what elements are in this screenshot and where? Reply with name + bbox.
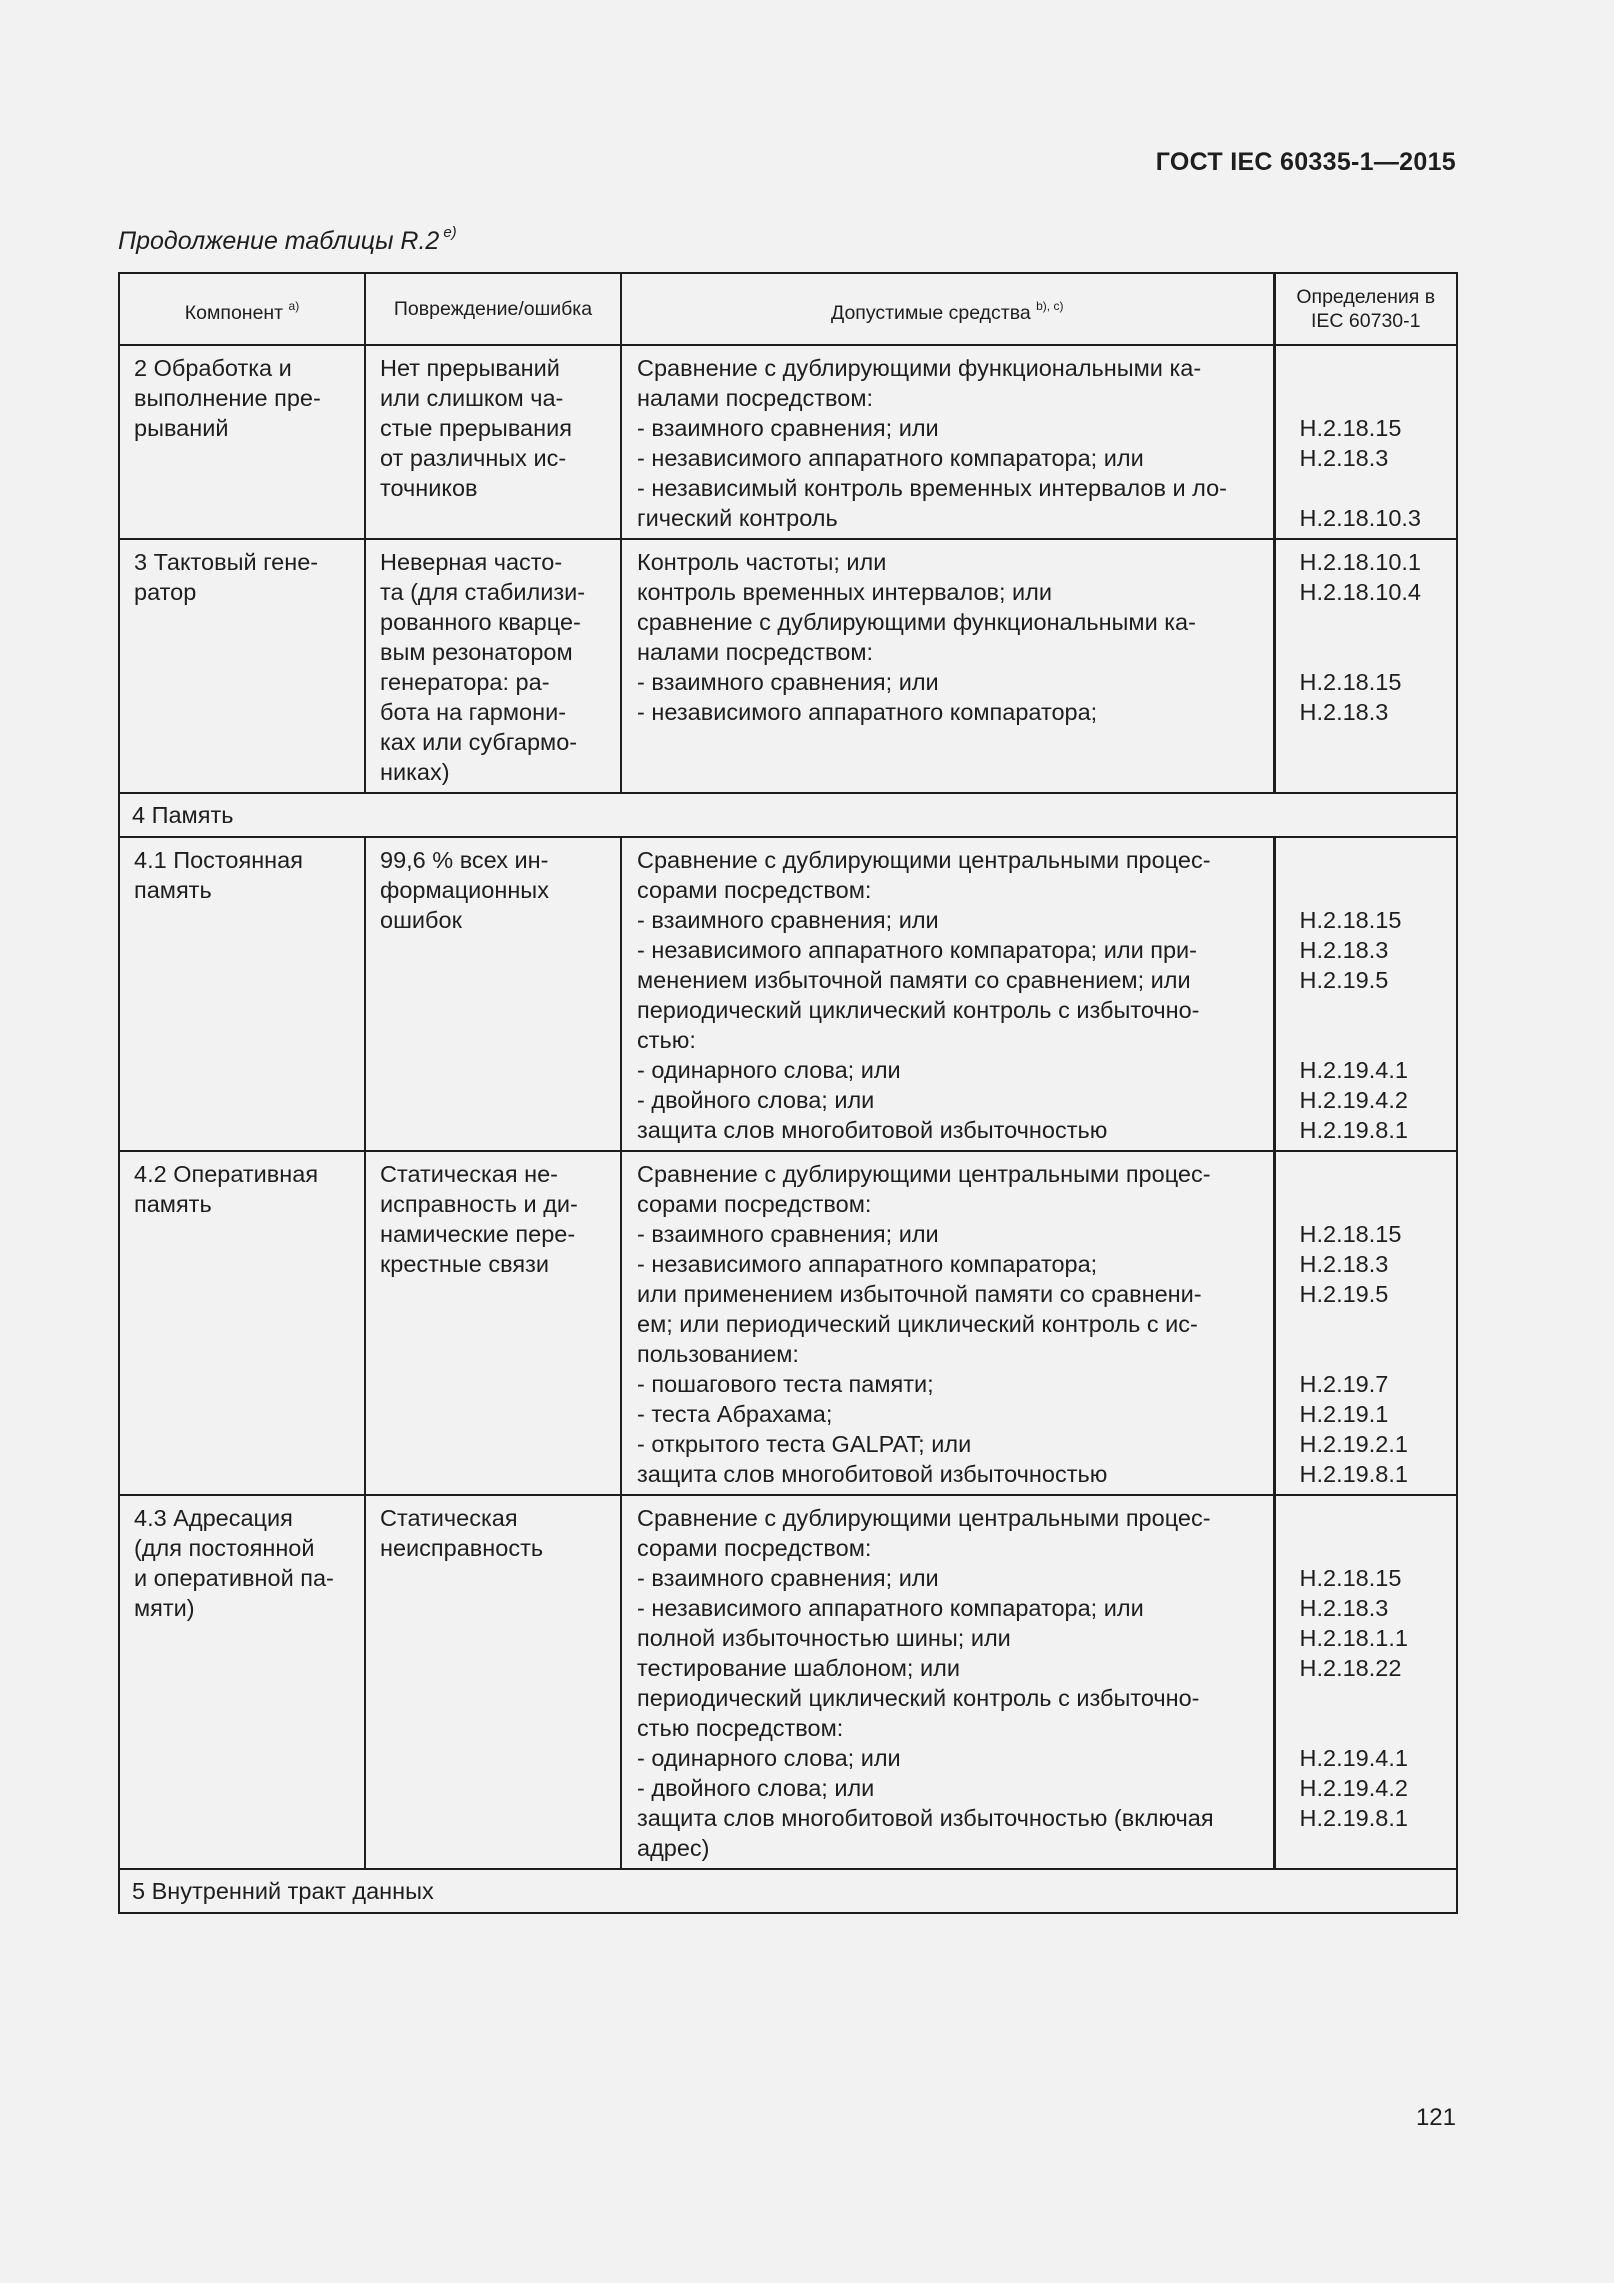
text-line: память — [134, 877, 212, 903]
table-row — [119, 345, 1457, 539]
text-line: защита слов многобитовой избыточностью (включая — [637, 1805, 1214, 1831]
text-line: H.2.18.15 — [1299, 907, 1402, 933]
cell-component — [119, 1495, 365, 1869]
text-line — [1300, 1189, 1445, 1219]
text-line: H.2.18.3 — [1299, 699, 1389, 725]
text-line: H.2.19.7 — [1299, 1371, 1389, 1397]
text-line: стью: — [637, 1027, 696, 1053]
text-line: - независимого аппаратного компаратора; или — [637, 1595, 1144, 1621]
text-line: H.2.18.10.3 — [1299, 505, 1422, 531]
column-header-measures: Допустимые средства $^{b), c)}$ — [621, 273, 1274, 345]
table-row — [119, 1495, 1457, 1869]
cell-component — [119, 837, 365, 1151]
text-line: - пошагового теста памяти; — [637, 1371, 934, 1397]
text-line — [1300, 1503, 1445, 1533]
text-line: точников — [380, 475, 478, 501]
text-line — [1300, 1339, 1445, 1369]
text-line: H.2.19.4.2 — [1299, 1775, 1408, 1801]
text-line: 2 Обработка и — [134, 355, 292, 381]
text-line: H.2.19.5 — [1299, 1281, 1389, 1307]
text-line: Сравнение с дублирующими функциональными ка- — [637, 355, 1202, 381]
text-line: Статическая не- — [380, 1161, 558, 1187]
text-line: Контроль частоты; или — [637, 549, 887, 575]
text-line: H.2.19.8.1 — [1299, 1117, 1408, 1143]
cell-fault — [365, 539, 621, 793]
cell-component — [119, 539, 365, 793]
text-line: Неверная часто- — [380, 549, 563, 575]
cell-measures — [621, 539, 1274, 793]
text-line: стью посредством: — [637, 1715, 844, 1741]
text-line: Нет прерываний — [380, 355, 560, 381]
cell-definitions — [1274, 1151, 1457, 1495]
text-line: защита слов многобитовой избыточностью — [637, 1117, 1108, 1143]
text-line: сравнение с дублирующими функциональными ка- — [637, 609, 1196, 635]
text-line: память — [134, 1191, 212, 1217]
section-title: 5 Внутренний тракт данных — [119, 1869, 1457, 1913]
text-line: полной избыточностью шины; или — [637, 1625, 1011, 1651]
text-line: H.2.19.8.1 — [1299, 1805, 1408, 1831]
text-line — [1300, 473, 1445, 503]
text-line: 99,6 % всех ин- — [380, 847, 549, 873]
text-line: - открытого теста GALPAT; или — [637, 1431, 972, 1457]
text-line: H.2.19.4.2 — [1299, 1087, 1408, 1113]
text-line: H.2.19.1 — [1299, 1401, 1389, 1427]
text-line: формационных — [380, 877, 549, 903]
column-header-component: Компонент $^{a)}$ — [119, 273, 365, 345]
requirements-table — [118, 272, 1458, 1914]
text-line: сорами посредством: — [637, 1535, 872, 1561]
text-line: - двойного слова; или — [637, 1775, 875, 1801]
text-line — [1300, 1025, 1445, 1055]
text-line: - двойного слова; или — [637, 1087, 875, 1113]
column-header-definitions: Определения в IEC 60730-1 — [1274, 273, 1457, 345]
text-line: адрес) — [637, 1835, 710, 1861]
section-row — [119, 793, 1457, 837]
cell-measures — [621, 1151, 1274, 1495]
text-line — [1300, 1713, 1445, 1743]
text-line: защита слов многобитовой избыточностью — [637, 1461, 1108, 1487]
text-line: сорами посредством: — [637, 877, 872, 903]
text-line: 4.3 Адресация — [134, 1505, 293, 1531]
text-line: H.2.19.2.1 — [1299, 1431, 1408, 1457]
text-line: периодический циклический контроль с избыточно- — [637, 1685, 1200, 1711]
text-line: H.2.19.8.1 — [1299, 1461, 1408, 1487]
text-line: H.2.19.4.1 — [1299, 1057, 1408, 1083]
table-caption — [118, 224, 457, 256]
text-line: мяти) — [134, 1595, 195, 1621]
cell-fault — [365, 1151, 621, 1495]
text-line: ках или субгармо- — [380, 729, 578, 755]
text-line: H.2.18.3 — [1299, 937, 1389, 963]
cell-component — [119, 345, 365, 539]
text-line: налами посредством: — [637, 385, 874, 411]
section-row — [119, 1869, 1457, 1913]
text-line — [1300, 1159, 1445, 1189]
text-line: H.2.18.3 — [1299, 1251, 1389, 1277]
text-line — [1300, 1309, 1445, 1339]
text-line — [1300, 637, 1445, 667]
cell-measures — [621, 1495, 1274, 1869]
text-line: H.2.18.15 — [1299, 415, 1402, 441]
text-line: H.2.18.15 — [1299, 1221, 1402, 1247]
text-line: H.2.18.22 — [1299, 1655, 1402, 1681]
text-line: неисправность — [380, 1535, 544, 1561]
text-line: - взаимного сравнения; или — [637, 1565, 939, 1591]
cell-fault — [365, 837, 621, 1151]
text-line — [1300, 383, 1445, 413]
table-header-row — [119, 273, 1457, 345]
text-line: - одинарного слова; или — [637, 1057, 901, 1083]
text-line: рованного кварце- — [380, 609, 581, 635]
text-line: H.2.19.5 — [1299, 967, 1389, 993]
text-line: - взаимного сравнения; или — [637, 669, 939, 695]
text-line: от различных ис- — [380, 445, 567, 471]
text-line: 3 Тактовый гене- — [134, 549, 319, 575]
text-line — [1300, 1833, 1445, 1863]
text-line — [1300, 995, 1445, 1025]
text-line: менением избыточной памяти со сравнением; или — [637, 967, 1191, 993]
text-line: выполнение пре- — [134, 385, 321, 411]
text-line: H.2.19.4.1 — [1299, 1745, 1408, 1771]
text-line: - независимого аппаратного компаратора; — [637, 699, 1098, 725]
text-line: - взаимного сравнения; или — [637, 415, 939, 441]
text-line: пользованием: — [637, 1341, 799, 1367]
text-line: вым резонатором — [380, 639, 573, 665]
text-line: или слишком ча- — [380, 385, 564, 411]
caption-text: Продолжение таблицы R.2 — [118, 227, 440, 255]
text-line: никах) — [380, 759, 450, 785]
text-line: налами посредством: — [637, 639, 874, 665]
text-line — [1300, 607, 1445, 637]
text-line — [1300, 845, 1445, 875]
text-line: рываний — [134, 415, 229, 441]
text-line: гический контроль — [637, 505, 838, 531]
table-row — [119, 1151, 1457, 1495]
text-line: и оперативной па- — [134, 1565, 334, 1591]
cell-measures — [621, 837, 1274, 1151]
text-line: или применением избыточной памяти со сравнени- — [637, 1281, 1202, 1307]
text-line: тестирование шаблоном; или — [637, 1655, 960, 1681]
table-row — [119, 539, 1457, 793]
cell-definitions — [1274, 837, 1457, 1151]
cell-fault — [365, 345, 621, 539]
cell-fault — [365, 1495, 621, 1869]
text-line: стые прерывания — [380, 415, 572, 441]
text-line: контроль временных интервалов; или — [637, 579, 1053, 605]
cell-definitions — [1274, 1495, 1457, 1869]
text-line — [1300, 875, 1445, 905]
text-line: Статическая — [380, 1505, 518, 1531]
text-line: H.2.18.15 — [1299, 1565, 1402, 1591]
text-line: 4.1 Постоянная — [134, 847, 303, 873]
text-line: крестные связи — [380, 1251, 549, 1277]
caption-note: e) — [443, 224, 457, 241]
text-line — [1300, 1533, 1445, 1563]
text-line: - теста Абрахама; — [637, 1401, 833, 1427]
page-number: 121 — [1415, 2104, 1456, 2131]
text-line: ратор — [134, 579, 197, 605]
text-line — [1300, 1683, 1445, 1713]
column-header-fault: Повреждение/ошибка — [365, 273, 621, 345]
text-line: - независимого аппаратного компаратора; — [637, 1251, 1098, 1277]
text-line: - независимого аппаратного компаратора; или — [637, 445, 1144, 471]
text-line: та (для стабилизи- — [380, 579, 586, 605]
text-line: H.2.18.10.1 — [1299, 549, 1422, 575]
text-line: (для постоянной — [134, 1535, 315, 1561]
text-line — [1300, 353, 1445, 383]
text-line: сорами посредством: — [637, 1191, 872, 1217]
text-line: генератора: ра- — [380, 669, 550, 695]
text-line: H.2.18.3 — [1299, 445, 1389, 471]
text-line: - независимый контроль временных интервалов и ло- — [637, 475, 1227, 501]
text-line: ем; или периодический циклический контроль с ис- — [637, 1311, 1198, 1337]
text-line: - независимого аппаратного компаратора; или при- — [637, 937, 1197, 963]
text-line: намические пере- — [380, 1221, 576, 1247]
text-line: - взаимного сравнения; или — [637, 1221, 939, 1247]
text-line: - взаимного сравнения; или — [637, 907, 939, 933]
cell-definitions — [1274, 345, 1457, 539]
text-line: - одинарного слова; или — [637, 1745, 901, 1771]
standard-header: ГОСТ IEC 60335-1—2015 — [1155, 148, 1456, 176]
text-line: исправность и ди- — [380, 1191, 578, 1217]
text-line: H.2.18.3 — [1299, 1595, 1389, 1621]
text-line: ошибок — [380, 907, 462, 933]
text-line: Сравнение с дублирующими центральными процес- — [637, 847, 1211, 873]
section-title: 4 Память — [119, 793, 1457, 837]
text-line: периодический циклический контроль с избыточно- — [637, 997, 1200, 1023]
text-line: 4.2 Оперативная — [134, 1161, 319, 1187]
cell-definitions — [1274, 539, 1457, 793]
text-line: Сравнение с дублирующими центральными процес- — [637, 1505, 1211, 1531]
cell-measures — [621, 345, 1274, 539]
text-line: H.2.18.1.1 — [1299, 1625, 1408, 1651]
text-line: H.2.18.15 — [1299, 669, 1402, 695]
table-row — [119, 837, 1457, 1151]
cell-component — [119, 1151, 365, 1495]
text-line: Сравнение с дублирующими центральными процес- — [637, 1161, 1211, 1187]
text-line: H.2.18.10.4 — [1299, 579, 1422, 605]
text-line: бота на гармони- — [380, 699, 567, 725]
